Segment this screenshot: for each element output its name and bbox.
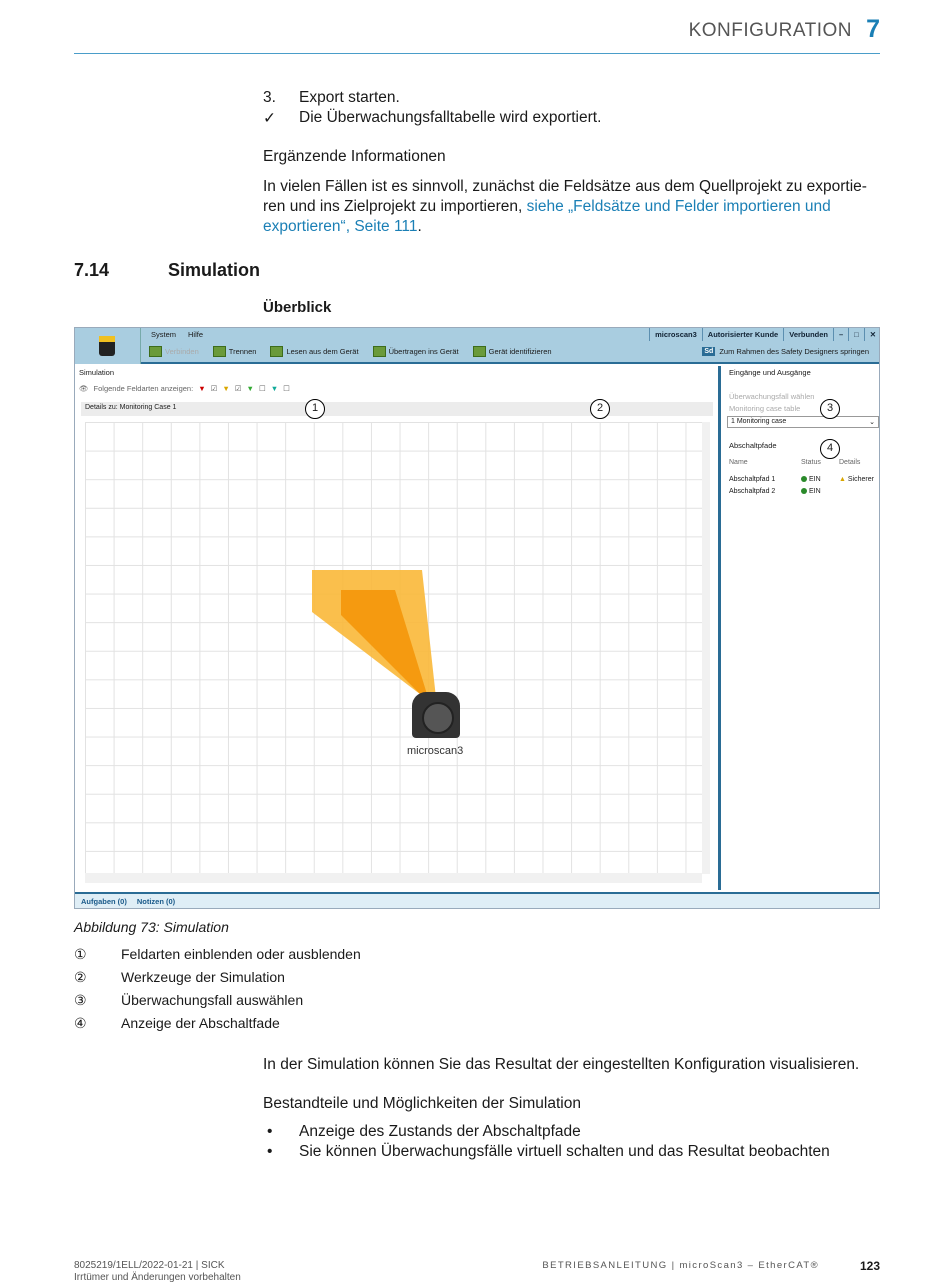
cross-reference-link[interactable]: siehe „Feldsätze und Felder importieren und exportieren“, Seite 111 [263,198,831,235]
simulation-title: Simulation [79,368,115,377]
notes-tab[interactable]: Notizen (0) [136,897,176,906]
checkmark-icon: ✓ [263,110,276,127]
simulation-screenshot [74,327,880,909]
extra-info-suffix: . [417,218,422,235]
simulation-panel [75,366,721,890]
chevron-down-icon: ⌄ [869,419,875,426]
eye-icon[interactable]: 👁 [79,384,89,393]
connect-button[interactable]: Verbinden [149,346,199,357]
extra-info-text [263,177,883,237]
field-type-filter [79,384,290,393]
disconnect-button[interactable]: Trennen [213,346,257,357]
field-type-checkbox[interactable]: ☐ [283,384,290,393]
connect-icon [149,346,162,357]
sensor-label: microscan3 [407,745,464,757]
step-number: 3. [263,89,276,106]
menu-system[interactable]: System [151,330,177,339]
body-text: In der Simulation können Sie das Resultat der eingestellten Konfiguration visualisieren. [263,1056,860,1073]
user-level[interactable]: Autorisierter Kunde [702,328,783,341]
section-subtitle: Überblick [263,299,332,316]
horizontal-scrollbar[interactable] [85,873,702,883]
page-header [74,14,880,54]
chapter-number: 7 [866,15,880,43]
field-type-yellow-icon[interactable]: ▼ [222,384,230,393]
protective-field [85,422,710,874]
path-row: Abschaltpfad 1 EIN ▲ Sicherer [729,476,874,483]
field-type-teal-icon[interactable]: ▼ [270,384,279,393]
field-type-checkbox[interactable]: ☑ [210,384,218,393]
page-number: 123 [859,1259,880,1273]
section-number: 7.14 [74,260,110,280]
disconnect-icon [213,346,226,357]
transfer-icon [373,346,386,357]
device-name: microscan3 [649,328,702,341]
chapter-title: KONFIGURATION [688,20,852,41]
minimize-button[interactable]: – [833,328,848,341]
case-table-label: Monitoring case table [729,404,801,413]
device-logo [75,328,141,364]
read-device-button[interactable]: Lesen aus dem Gerät [270,346,358,357]
identify-device-button[interactable]: Gerät identifizieren [473,346,552,357]
step-text: Die Überwachungsfalltabelle wird exportiert. [299,109,602,126]
field-types-label: Folgende Feldarten anzeigen: [93,384,194,393]
callout-4: 4 [820,439,840,459]
window-status [649,328,880,341]
safety-designer-icon: Sd [704,348,714,355]
bottom-bar [75,892,880,909]
field-type-checkbox[interactable]: ☑ [234,384,242,393]
close-button[interactable]: ✕ [864,328,880,341]
paths-header: Name Status Details [729,459,861,466]
path-row: Abschaltpfad 2 EIN [729,488,821,495]
menu-bar [151,330,203,339]
read-icon [270,346,283,357]
monitoring-case-select[interactable]: 1 Monitoring case ⌄ [727,416,879,428]
footer-doc: 8025219/1ELL/2022-01-21 | SICK Irrtümer und Änderungen vorbehalten [74,1260,241,1283]
menu-help[interactable]: Hilfe [188,330,204,339]
field-type-red-icon[interactable]: ▼ [198,384,206,393]
maximize-button[interactable]: □ [848,328,864,341]
status-on-icon [801,476,807,482]
parts-title: Bestandteile und Möglichkeiten der Simulation [263,1095,581,1112]
app-toolbar [75,328,880,364]
section-title: Simulation [168,260,261,280]
identify-icon [473,346,486,357]
io-panel [725,366,880,890]
extra-info-title: Ergänzende Informationen [263,148,446,165]
io-title: Eingänge und Ausgänge [729,368,811,377]
callout-1: 1 [305,399,325,419]
callout-2: 2 [590,399,610,419]
footer-manual: BETRIEBSANLEITUNG | microScan3 – EtherCAT® [542,1260,819,1271]
sensor-device[interactable] [412,692,460,738]
field-type-green-icon[interactable]: ▼ [246,384,254,393]
vertical-scrollbar[interactable] [702,422,710,874]
warning-icon: ▲ [839,476,846,483]
field-type-checkbox[interactable]: ☐ [258,384,266,393]
jump-to-frame-button[interactable] [702,347,869,356]
tool-buttons [149,346,552,357]
figure-caption: Abbildung 73: Simulation [74,919,229,935]
paths-title: Abschaltpfade [729,441,777,450]
case-select-label: Überwachungsfall wählen [729,392,815,401]
details-bar: Details zu: Monitoring Case 1 [81,402,713,416]
status-on-icon [801,488,807,494]
jump-label: Zum Rahmen des Safety Designers springen [719,347,869,356]
tasks-tab[interactable]: Aufgaben (0) [81,897,127,906]
extra-info-body: In vielen Fällen ist es sinnvoll, zunächst die Feldsätze aus dem Quellprojekt zu exportie-ren und ins Zielprojekt zu importieren, [263,178,867,215]
transfer-device-button[interactable]: Übertragen ins Gerät [373,346,459,357]
scanner-icon [75,328,141,364]
step-text: Export starten. [299,89,400,106]
simulation-grid[interactable] [85,422,710,874]
callout-3: 3 [820,399,840,419]
connection-status: Verbunden [783,328,833,341]
